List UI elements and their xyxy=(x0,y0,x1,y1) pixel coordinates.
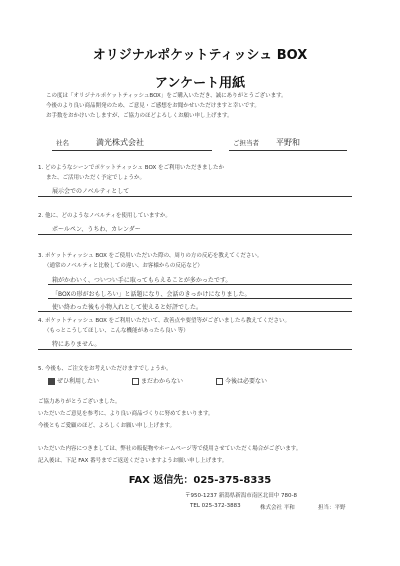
question-3-sub: （通常のノベルティと比較しての違い、お客様からの反応など） xyxy=(44,263,203,269)
person-label: ご担当者 xyxy=(233,139,259,147)
question-5: 5. 今後も、ご注文をお考えいただけますでしょうか。 xyxy=(38,366,172,372)
answer-3-underline-2 xyxy=(48,298,352,299)
fax-number: FAX 返信先：025-375-8335 xyxy=(128,475,272,486)
answer-4[interactable]: 特にありません。 xyxy=(52,341,101,348)
person-underline xyxy=(229,150,347,151)
option-3-label: 今後は必要ない xyxy=(225,378,268,385)
option-2-label: まだわからない xyxy=(141,378,184,385)
question-4-sub: （もっとこうしてほしい、こんな機能があったら良い 等） xyxy=(44,328,189,334)
option-2[interactable] xyxy=(132,376,183,385)
question-1: 1. どのようなシーンでポケットティッシュ BOX をご利用いただきましたか xyxy=(38,165,224,171)
answer-3-underline-1 xyxy=(48,284,352,285)
closing-line: いただいた内容につきましては、弊社の販促物やホームページ等で使用させていただく場合がございます。 xyxy=(38,446,302,452)
closing-line: 今後ともご愛顧のほど、よろしくお願い申し上げます。 xyxy=(38,423,176,429)
intro-line: この度は「オリジナルポケットティッシュBOX」をご購入いただき、誠にありがとうございます。 xyxy=(46,93,287,99)
company-underline xyxy=(52,150,212,151)
survey-title: オリジナルポケットティッシュ BOX xyxy=(92,48,308,63)
footer-address: 〒950-1237 新潟県新潟市南区北田中 780-8 xyxy=(185,493,297,499)
option-3[interactable] xyxy=(216,376,267,385)
footer-company: 株式会社 平和 xyxy=(260,505,295,511)
answer-3-line-3[interactable]: 使い終わった後も小物入れとして使えると好評でした。 xyxy=(52,304,202,311)
option-3-checkbox[interactable] xyxy=(216,378,223,385)
answer-2-line xyxy=(38,234,352,235)
company-value[interactable]: 満光株式会社 xyxy=(96,138,144,147)
intro-line: 今後のより良い商品開発のため、ご意見・ご感想をお聞かせいただけますと幸いです。 xyxy=(46,103,260,109)
question-4: 4. ポケットティッシュ BOX をご利用いただいて、改善点や要望等がございましたら教えてください。 xyxy=(38,318,290,324)
answer-3-line-2[interactable]: 「BOXの形がおもしろい」と話題になり、会話のきっかけになりました。 xyxy=(52,291,251,298)
closing-line: ご協力ありがとうございました。 xyxy=(38,399,121,405)
footer-staff: 担当：平野 xyxy=(318,505,346,511)
intro-line: お手数をおかけいたしますが、ご協力のほどよろしくお願い申し上げます。 xyxy=(46,113,233,119)
answer-3-underline-3 xyxy=(38,311,352,312)
option-1[interactable] xyxy=(48,376,99,385)
closing-line: いただいたご意見を参考に、より良い商品づくりに努めてまいります。 xyxy=(38,411,214,417)
footer-tel: TEL 025-372-3883 xyxy=(190,503,241,509)
option-2-checkbox[interactable] xyxy=(132,378,139,385)
company-label: 社名 xyxy=(56,139,69,147)
question-2: 2. 他に、どのようなノベルティを使用していますか。 xyxy=(38,213,171,219)
survey-subtitle: アンケート用紙 xyxy=(154,76,246,91)
answer-4-line xyxy=(38,349,352,350)
answer-3-line-1[interactable]: 箱がかわいく、ついつい手に取ってもらえることが多かったです。 xyxy=(52,277,232,284)
question-3: 3. ポケットティッシュ BOX をご使用いただいた際の、周りの方の反応を教えてください。 xyxy=(38,253,263,259)
answer-2[interactable]: ボールペン、うちわ、カレンダー xyxy=(52,226,141,233)
answer-1-line xyxy=(38,196,352,197)
question-1-sub: また、ご活用いただく予定でしょうか。 xyxy=(46,175,146,181)
option-1-label: ぜひ利用したい xyxy=(57,378,100,385)
answer-1[interactable]: 展示会でのノベルティとして xyxy=(52,188,130,195)
option-1-checkbox-checked[interactable] xyxy=(48,378,55,385)
person-value[interactable]: 平野和 xyxy=(276,138,300,147)
closing-line: 記入後は、下記 FAX 番号までご返送くださいますようお願い申し上げます。 xyxy=(38,458,228,464)
